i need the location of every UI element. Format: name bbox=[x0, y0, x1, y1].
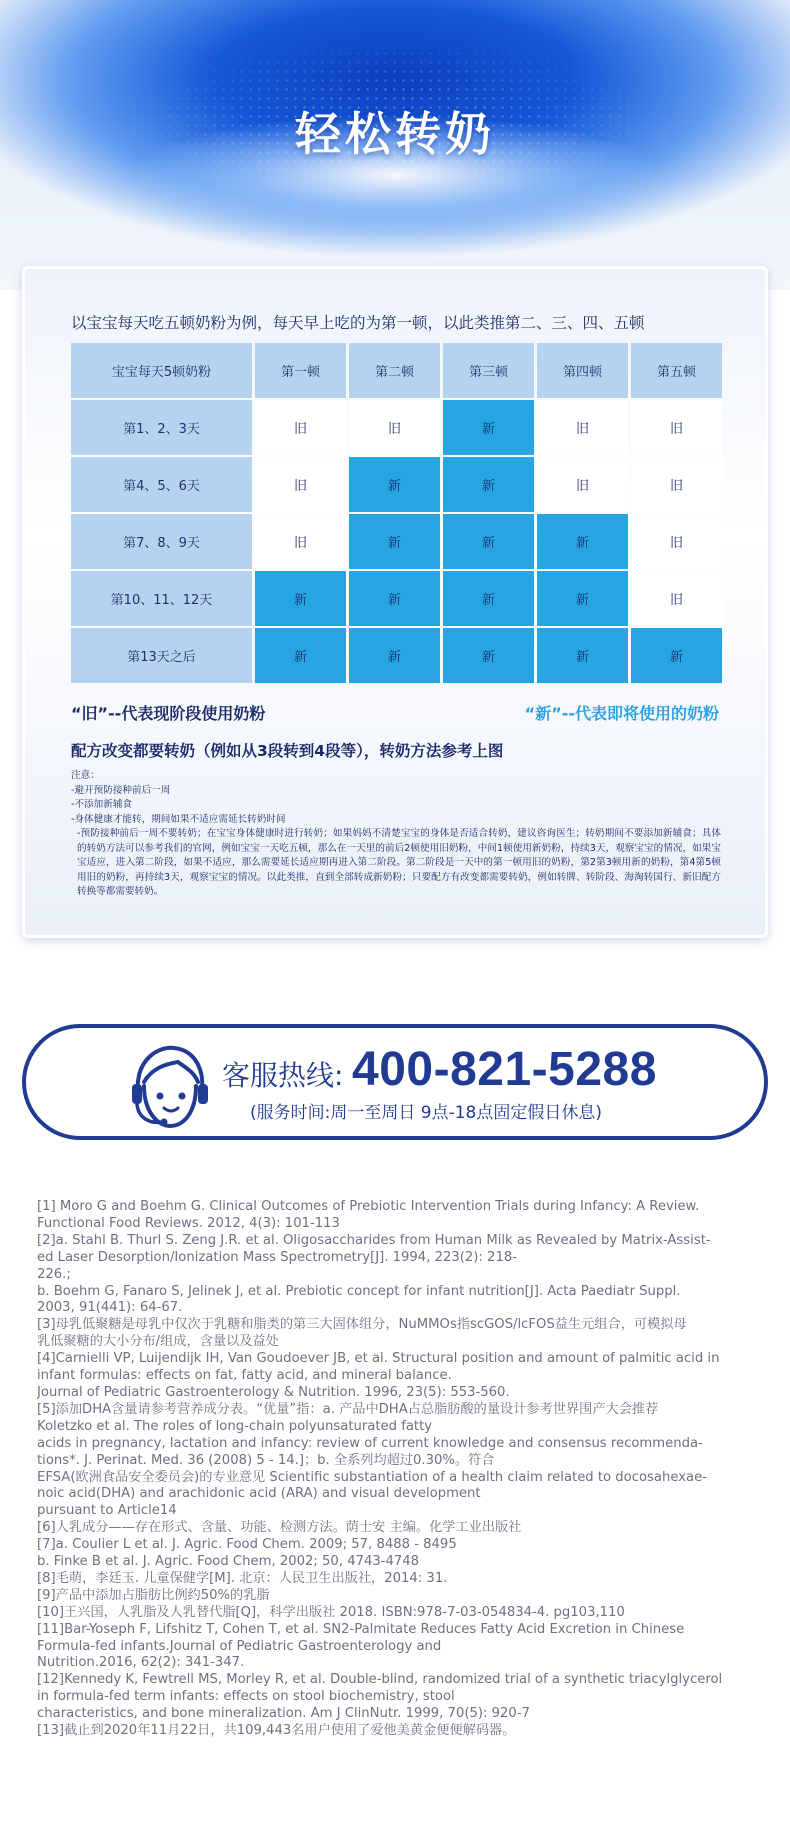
reference-line: noic acid(DHA) and arachidonic acid (ARA) and visual development bbox=[37, 1486, 481, 1502]
table-row-label: 第1、2、3天 bbox=[71, 400, 252, 455]
notes-block bbox=[71, 769, 721, 900]
hotline-number[interactable]: 400-821-5288 bbox=[352, 1043, 657, 1096]
legend-new: “新”--代表即将使用的奶粉 bbox=[524, 704, 719, 723]
switch-schedule-table bbox=[71, 343, 723, 685]
references-list bbox=[37, 1199, 753, 1740]
reference-line: pursuant to Article14 bbox=[37, 1503, 177, 1519]
reference-line: b. Finke B et al. J. Agric. Food Chem, 2002; 50, 4743-4748 bbox=[37, 1554, 420, 1570]
cell-old-formula: 旧 bbox=[255, 514, 346, 569]
cell-old-formula: 旧 bbox=[349, 400, 440, 455]
note-item: -避开预防接种前后一周 bbox=[71, 784, 171, 796]
cell-new-formula: 新 bbox=[443, 400, 534, 455]
reference-line: Formula-fed infants.Journal of Pediatric Gastroenterology and bbox=[37, 1638, 442, 1654]
reference-line: [10]王兴国，人乳脂及人乳替代脂[Q]，科学出版社 2018. ISBN:978-7-03-054834-4. pg103,110 bbox=[37, 1604, 625, 1620]
table-row-label: 第4、5、6天 bbox=[71, 457, 252, 512]
reference-line: b. Boehm G, Fanaro S, Jelinek J, et al. Prebiotic concept for infant nutrition[J]. Acta Paediatr Suppl. bbox=[37, 1283, 681, 1299]
reference-line: Koletzko et al. The roles of long-chain polyunsaturated fatty bbox=[37, 1418, 433, 1434]
reference-line: [12]Kennedy K, Fewtrell MS, Morley R, et al. Double-blind, randomized trial of a synthetic triacylglycerol bbox=[37, 1672, 723, 1688]
cell-old-formula: 旧 bbox=[631, 457, 722, 512]
reference-line: infant formulas: effects on fat, fatty acid, and mineral balance. bbox=[37, 1368, 452, 1384]
hotline-banner bbox=[22, 1024, 768, 1140]
cell-old-formula: 旧 bbox=[631, 400, 722, 455]
cell-old-formula: 旧 bbox=[255, 457, 346, 512]
notes-title: 注意： bbox=[71, 770, 100, 781]
table-header-cell: 第五顿 bbox=[631, 343, 722, 398]
cell-new-formula: 新 bbox=[349, 514, 440, 569]
table-row-label: 第7、8、9天 bbox=[71, 514, 252, 569]
reference-line: [8]毛萌，李廷玉. 儿童保健学[M]. 北京：人民卫生出版社，2014: 31. bbox=[37, 1570, 448, 1586]
table-header-cell: 第一顿 bbox=[255, 343, 346, 398]
cell-new-formula: 新 bbox=[443, 628, 534, 683]
reference-line: Journal of Pediatric Gastroenterology & Nutrition. 1996, 23(5): 553-560. bbox=[37, 1384, 510, 1400]
reference-line: in formula-fed term infants: effects on stool biochemistry, stool bbox=[37, 1689, 455, 1705]
legend-old: “旧”--代表现阶段使用奶粉 bbox=[71, 704, 266, 723]
reference-line: [4]Carnielli VP, Luijendijk IH, Van Goudoever JB, et al. Structural position and amount of palmitic acid in bbox=[37, 1351, 720, 1367]
reference-line: [6]人乳成分——存在形式、含量、功能、检测方法。荫士安 主编。化学工业出版社 bbox=[37, 1520, 522, 1536]
cell-old-formula: 旧 bbox=[631, 571, 722, 626]
note-item: -身体健康才能转，期间如果不适应需延长转奶时间 bbox=[71, 813, 286, 825]
reference-line: characteristics, and bone mineralization. Am J ClinNutr. 1999, 70(5): 920-7 bbox=[37, 1706, 530, 1722]
cell-old-formula: 旧 bbox=[631, 514, 722, 569]
cell-old-formula: 旧 bbox=[255, 400, 346, 455]
reference-line: [7]a. Coulier L et al. J. Agric. Food Chem. 2009; 57, 8488 - 8495 bbox=[37, 1537, 457, 1553]
reference-line: Nutrition.2016, 62(2): 341-347. bbox=[37, 1655, 245, 1671]
hotline-label: 客服热线: bbox=[222, 1059, 344, 1092]
reference-line: tions*. J. Perinat. Med. 36 (2008) 5 - 14.]；b. 全系列均超过0.30%。符合 bbox=[37, 1452, 495, 1468]
cell-new-formula: 新 bbox=[443, 571, 534, 626]
reference-line: ed Laser Desorption/Ionization Mass Spectrometry[J]. 1994, 223(2): 218- bbox=[37, 1249, 517, 1265]
cell-new-formula: 新 bbox=[443, 514, 534, 569]
cell-new-formula: 新 bbox=[255, 628, 346, 683]
method-text: 配方改变都要转奶（例如从3段转到4段等），转奶方法参考上图 bbox=[71, 742, 504, 760]
page-title: 轻松转奶 bbox=[295, 107, 495, 161]
cell-new-formula: 新 bbox=[349, 628, 440, 683]
note-item: -预防接种前后一周不要转奶；在宝宝身体健康时进行转奶；如果妈妈不清楚宝宝的身体是否适合转奶，建议咨询医生；转奶期间不要添加新辅食；具体的转奶方法可以参考我们的官网，例如宝宝一天吃五顿，那么在一天里的前后2顿使用旧奶粉，中间1顿使用新奶粉，持续3天，观察宝宝的情况，如果宝宝适应，进入第二阶段，如果不适应，那么需要延长适应期再进入第二阶段。第二阶段是一天中的第一顿用旧的奶粉，第2第3顿用新的奶粉，第4第5顿用旧的奶粉，再持续3天，观察宝宝的情况。以此类推，直到全部转成新奶粉；只要配方有改变都需要转奶，例如转牌、转阶段、海淘转国行、新旧配方转换等都需要转奶。 bbox=[77, 828, 721, 897]
reference-line: [2]a. Stahl B. Thurl S. Zeng J.R. et al. Oligosaccharides from Human Milk as Revealed by Matrix-Assist- bbox=[37, 1232, 711, 1248]
reference-line: [3]母乳低聚糖是母乳中仅次于乳糖和脂类的第三大固体组分，NuMMOs指scGOS/lcFOS益生元组合，可模拟母 bbox=[37, 1317, 687, 1333]
reference-line: acids in pregnancy, lactation and infancy: review of current knowledge and consensus recommenda- bbox=[37, 1435, 703, 1451]
cell-new-formula: 新 bbox=[349, 457, 440, 512]
table-row-label: 第13天之后 bbox=[71, 628, 252, 683]
table-header-cell: 第二顿 bbox=[349, 343, 440, 398]
cell-new-formula: 新 bbox=[537, 628, 628, 683]
table-header-cell: 第三顿 bbox=[443, 343, 534, 398]
cell-new-formula: 新 bbox=[255, 571, 346, 626]
hero-banner bbox=[0, 0, 790, 290]
cell-new-formula: 新 bbox=[443, 457, 534, 512]
cell-old-formula: 旧 bbox=[537, 400, 628, 455]
reference-line: [11]Bar-Yoseph F, Lifshitz T, Cohen T, et al. SN2-Palmitate Reduces Fatty Acid Excretion in Chinese bbox=[37, 1621, 685, 1637]
reference-line: 226.; bbox=[37, 1266, 71, 1282]
intro-text: 以宝宝每天吃五顿奶粉为例，每天早上吃的为第一顿，以此类推第二、三、四、五顿 bbox=[71, 314, 645, 332]
cell-old-formula: 旧 bbox=[537, 457, 628, 512]
cell-new-formula: 新 bbox=[537, 571, 628, 626]
table-row-label: 第10、11、12天 bbox=[71, 571, 252, 626]
cell-new-formula: 新 bbox=[631, 628, 722, 683]
reference-line: [5]添加DHA含量请参考营养成分表。“优量”指：a. 产品中DHA占总脂肪酸的量设计参考世界围产大会推荐 bbox=[37, 1401, 659, 1417]
reference-line: [13]截止到2020年11月22日，共109,443名用户使用了爱他美黄金便便解码器。 bbox=[37, 1723, 516, 1739]
reference-line: [1] Moro G and Boehm G. Clinical Outcomes of Prebiotic Intervention Trials during Infancy: A Review. bbox=[37, 1199, 700, 1214]
table-header-cell: 第四顿 bbox=[537, 343, 628, 398]
formula-switch-card bbox=[22, 266, 768, 938]
table-header-corner: 宝宝每天5顿奶粉 bbox=[71, 343, 252, 398]
cell-new-formula: 新 bbox=[537, 514, 628, 569]
reference-line: Functional Food Reviews. 2012, 4(3): 101-113 bbox=[37, 1215, 340, 1231]
reference-line: 乳低聚糖的大小分布/组成，含量以及益处 bbox=[37, 1334, 279, 1350]
customer-service-agent-icon bbox=[122, 1038, 218, 1134]
reference-line: 2003, 91(441): 64-67. bbox=[37, 1300, 183, 1316]
reference-line: EFSA(欧洲食品安全委员会)的专业意见 Scientific substantiation of a health claim related to docosahexae- bbox=[37, 1469, 708, 1485]
service-hours: (服务时间:周一至周日 9点-18点固定假日休息) bbox=[250, 1103, 602, 1123]
cell-new-formula: 新 bbox=[349, 571, 440, 626]
note-item: -不添加新辅食 bbox=[71, 799, 133, 810]
reference-line: [9]产品中添加占脂肪比例约50%的乳脂 bbox=[37, 1587, 270, 1603]
